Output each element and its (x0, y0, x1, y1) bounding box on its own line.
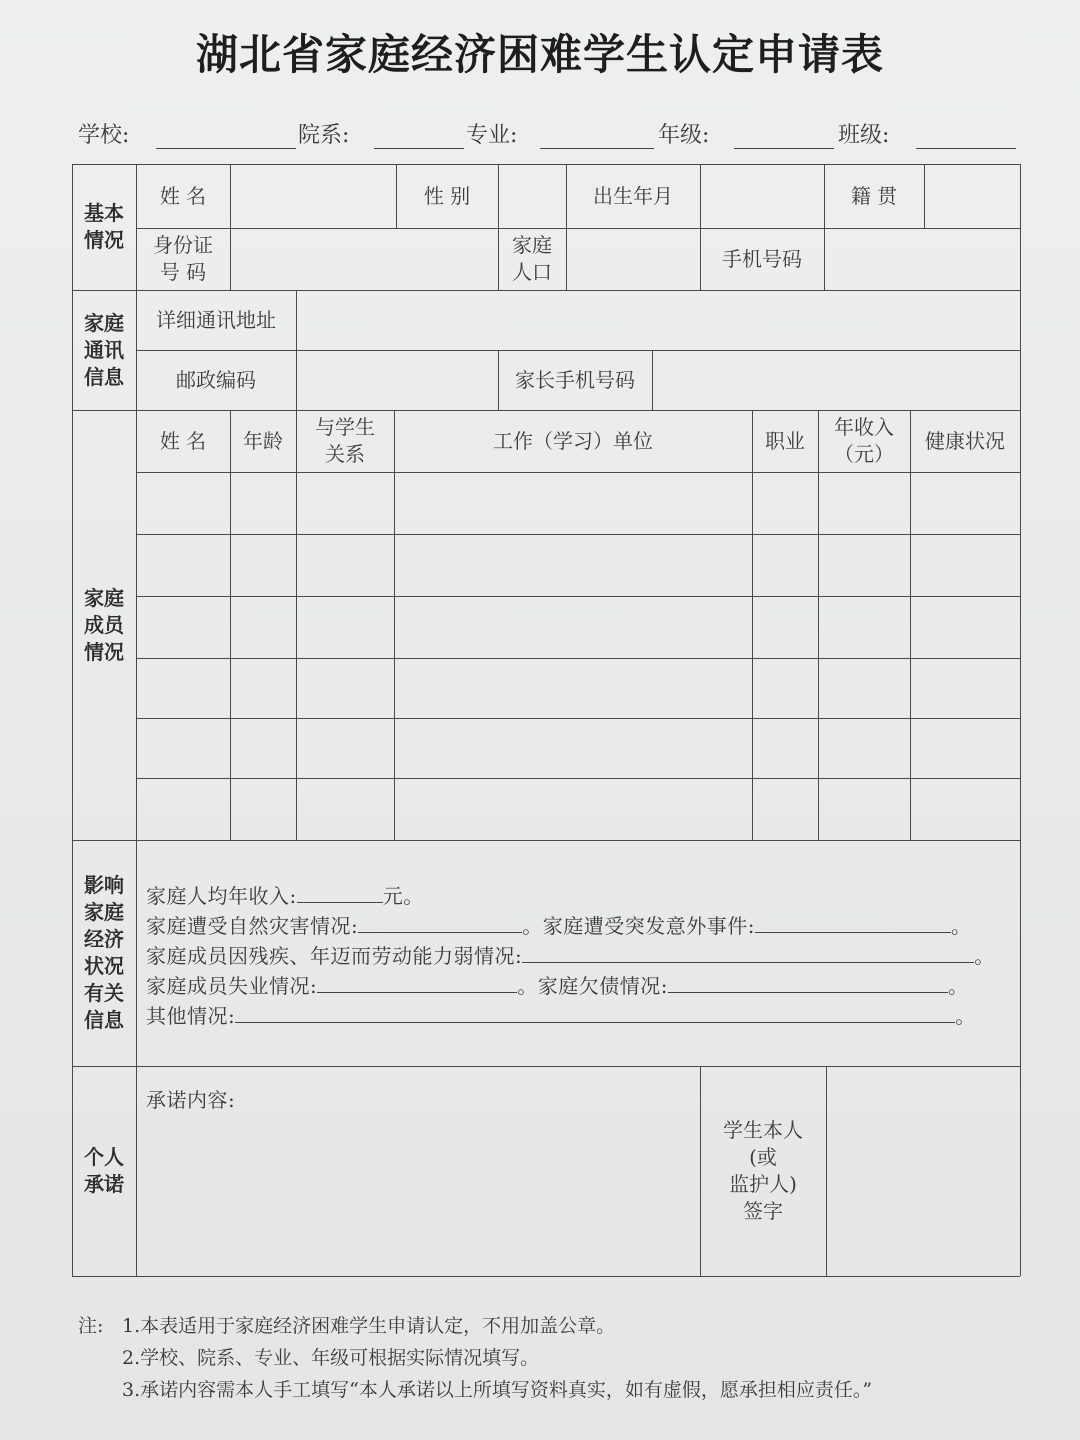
class-label: 班级: (838, 123, 890, 148)
member-header-relation: 与学生 关系 (315, 415, 375, 466)
top-fields (78, 118, 1028, 152)
per-capita-income-label: 家庭人均年收入: (146, 884, 297, 908)
department-label: 院系: (298, 123, 350, 148)
postal-code-label: 邮政编码 (176, 367, 256, 392)
disaster-label: 家庭遭受自然灾害情况: (146, 914, 359, 938)
disaster-field[interactable] (358, 914, 522, 933)
pledge-content-label: 承诺内容: (146, 1088, 236, 1112)
unemployment-label: 家庭成员失业情况: (146, 974, 318, 998)
member-header-workplace: 工作（学习）单位 (493, 428, 653, 453)
notes-prefix: 注: (78, 1315, 104, 1337)
section-pledge (72, 1066, 136, 1276)
debt-period: 。 (948, 974, 969, 998)
address-label: 详细通讯地址 (156, 307, 276, 332)
native-place-label: 籍 贯 (850, 183, 898, 208)
other-field[interactable] (235, 1004, 955, 1023)
disability-period: 。 (974, 944, 995, 968)
name-label: 姓 名 (159, 183, 207, 208)
member-header-age: 年龄 (243, 428, 283, 453)
accident-label: 。家庭遭受突发意外事件: (522, 914, 755, 938)
parent-phone-label: 家长手机号码 (515, 367, 635, 392)
form-title: 湖北省家庭经济困难学生认定申请表 (195, 30, 884, 79)
member-header-occupation: 职业 (765, 428, 805, 453)
section-economy-info (72, 840, 136, 1066)
section-family-members (72, 410, 136, 840)
per-capita-income-field[interactable] (297, 884, 383, 903)
member-header-income: 年收入 （元） (834, 415, 894, 466)
disability-label: 家庭成员因残疾、年迈而劳动能力弱情况: (146, 944, 523, 968)
gender-label: 性 别 (423, 183, 471, 208)
household-size-label: 家庭 人口 (512, 233, 552, 284)
member-header-name: 姓 名 (159, 428, 207, 453)
per-capita-income-unit: 元。 (382, 884, 424, 908)
debt-field[interactable] (668, 974, 948, 993)
department-field[interactable] (374, 148, 464, 149)
disability-row (146, 940, 995, 969)
section-economy-info-label: 影响 家庭 经济 状况 有关 信息 (84, 873, 124, 1032)
per-capita-income-row (146, 880, 424, 909)
note-3: 3.承诺内容需本人手工填写“本人承诺以上所填写资料真实，如有虚假，愿承担相应责任。” (122, 1379, 873, 1401)
disaster-row (146, 910, 972, 939)
signature-label: 学生本人 (或 监护人) 签字 (723, 1118, 803, 1223)
disability-field[interactable] (522, 944, 974, 963)
birth-label: 出生年月 (593, 183, 673, 208)
section-basic-info (72, 164, 136, 290)
major-label: 专业: (466, 123, 518, 148)
school-field[interactable] (156, 148, 296, 149)
id-number-label: 身份证 号 码 (153, 233, 213, 284)
school-label: 学校: (78, 123, 130, 148)
other-row (146, 1000, 976, 1029)
section-pledge-label: 个人 承诺 (84, 1145, 124, 1196)
unemployment-row (146, 970, 969, 999)
note-1: 1.本表适用于家庭经济困难学生申请认定，不用加盖公章。 (122, 1315, 616, 1337)
section-contact-info-label: 家庭 通讯 信息 (84, 310, 124, 389)
section-contact-info (72, 290, 136, 410)
unemployment-field[interactable] (317, 974, 517, 993)
section-family-members-label: 家庭 成员 情况 (84, 585, 124, 664)
accident-period: 。 (951, 914, 972, 938)
class-field[interactable] (916, 148, 1016, 149)
section-basic-info-label: 基本 情况 (84, 201, 124, 252)
other-label: 其他情况: (146, 1004, 236, 1028)
major-field[interactable] (540, 148, 654, 149)
grade-label: 年级: (658, 123, 710, 148)
note-2: 2.学校、院系、专业、年级可根据实际情况填写。 (122, 1347, 540, 1369)
other-period: 。 (955, 1004, 976, 1028)
phone-label: 手机号码 (722, 246, 802, 271)
signature-field[interactable] (828, 1068, 1018, 1274)
grade-field[interactable] (734, 148, 834, 149)
member-header-health: 健康状况 (925, 428, 1005, 453)
accident-field[interactable] (755, 914, 951, 933)
debt-label: 。家庭欠债情况: (517, 974, 668, 998)
